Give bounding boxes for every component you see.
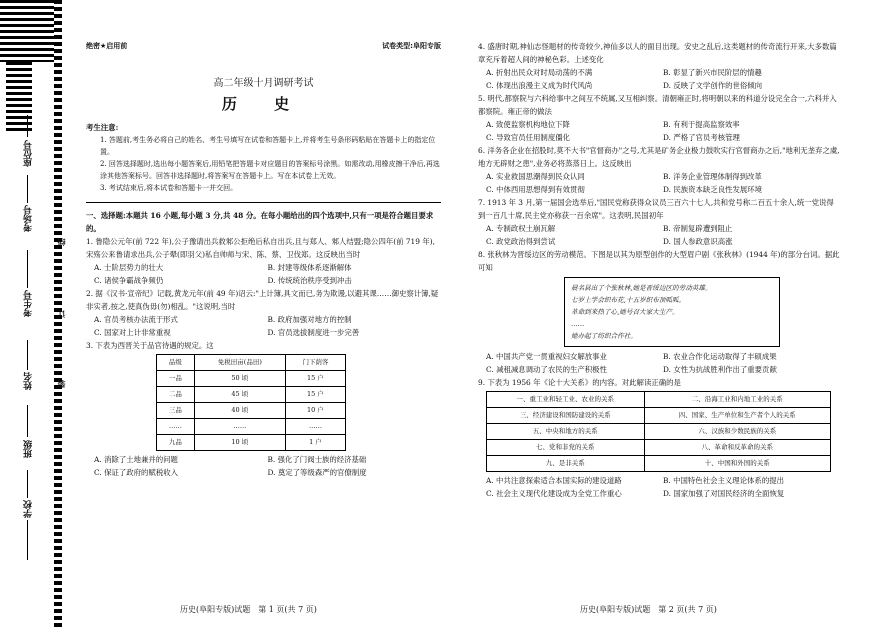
seat-label: 座位号 xyxy=(24,140,34,167)
q4-option-a: A. 折射出民众对时局动荡的不满 xyxy=(486,68,593,77)
q6-option-c: C. 中体西用思想得到有效贯彻 xyxy=(486,185,585,194)
name-label: 姓名 xyxy=(24,372,34,390)
q3-stem: 3. 下表为西晋关于品官待遇的规定。这 xyxy=(86,341,214,350)
q5-stem: 5. 明代,都察院与六科给事中之间互不统属,又互相纠察。清朝雍正时,将明朝以来的科道分设完全合一,六科并入都察院。雍正帝的做法 xyxy=(478,94,837,116)
q3-option-a: A. 消除了土地兼并的问题 xyxy=(94,455,178,464)
lyric-line: 革命到来热了心,她号召大家大生产。 xyxy=(571,308,679,316)
table-row xyxy=(157,419,346,435)
q9-stem: 9. 下表为 1956 年《论十大关系》的内容。对此解读正确的是 xyxy=(478,378,681,387)
lyric-line: 晨名县出了个张秋林,她是晋绥边区的劳动英雄。 xyxy=(571,284,712,292)
class-label: 班级 xyxy=(24,440,34,458)
cut-line-mark: 线 xyxy=(57,238,66,246)
table-row xyxy=(487,456,831,472)
note-item: 2. 回答选择题时,选出每小题答案后,用铅笔把答题卡对应题目的答案标号涂黑。如需改动,用橡皮擦干净后,再选涂其他答案标号。回答非选择题时,将答案写在答题卡上。写在本试卷上无效。 xyxy=(100,160,440,180)
q4-option-b: B. 彰显了新兴市民阶层的情趣 xyxy=(663,68,762,77)
q5-option-a: A. 致使监察机构地位下降 xyxy=(486,120,570,129)
q9-option-b: B. 中国特色社会主义理论体系的提出 xyxy=(663,476,784,485)
binding-strip xyxy=(0,0,66,630)
table-cell: 六、汉族和少数民族的关系 xyxy=(644,424,830,440)
page-1 xyxy=(86,40,441,479)
exam-title: 高二年级十月调研考试 xyxy=(213,78,314,89)
table-cell: 10 顷 xyxy=(194,435,285,451)
table-cell: 三品 xyxy=(157,403,195,419)
q6-option-a: A. 实业救国思潮得到民众认同 xyxy=(486,172,585,181)
cut-bind-mark: 装 xyxy=(57,380,66,388)
table-header: 品级 xyxy=(157,355,195,371)
q4-option-c: C. 体现出浪漫主义成为时代风尚 xyxy=(486,81,593,90)
q8-option-a: A. 中国共产党一贯重视妇女解放事业 xyxy=(486,352,607,361)
barcode-top xyxy=(0,0,62,62)
table-cell: 四、国家、生产单位和生产者个人的关系 xyxy=(644,408,830,424)
table-cell: 七、党和非党的关系 xyxy=(487,440,645,456)
q6-option-d: D. 民族资本缺乏良性发展环境 xyxy=(663,185,763,194)
table-row xyxy=(157,387,346,403)
q6-stem: 6. 洋务各企业在招股时,莫不大书"官督商办"之号,尤其是矿务企业极力鼓吹实行官督商办之后,"地利无垄弃之虞,地方无辟财之患",业务必将蒸蒸日上。这反映出 xyxy=(478,146,840,168)
table-cell: 二、沿海工业和内地工业的关系 xyxy=(644,392,830,408)
q9-option-c: C. 社会主义现代化建设成为全党工作重心 xyxy=(486,489,622,498)
q2-stem: 2. 据《汉书·宣帝纪》记载,黄龙元年(前 49 年)诏云:"上计簿,具文而已,务为欺谩,以避其课……御史察计簿,疑非实者,按之,使真伪毋(勿)相乱。"这说明,当时 xyxy=(86,289,439,311)
table-cell: 15 户 xyxy=(285,371,345,387)
table-cell: 九、是非关系 xyxy=(487,456,645,472)
table-cell: …… xyxy=(157,419,195,435)
q1-option-b: B. 封建等级体系逐渐解体 xyxy=(267,263,352,272)
table-cell: 五、中央和地方的关系 xyxy=(487,424,645,440)
table-header: 门下荫客 xyxy=(285,355,345,371)
q4-option-d: D. 反映了文学创作的世俗倾向 xyxy=(663,81,763,90)
secret-label: 绝密★启用前 xyxy=(86,42,128,50)
q5-option-c: C. 导致官员任用制度僵化 xyxy=(486,133,570,142)
table-row xyxy=(487,424,831,440)
q1-stem: 1. 鲁隐公元年(前 722 年),公子豫请出兵救邾公拒绝后私自出兵,且与郑人、邾人结盟;隐公四年(前 719 年),宋殇公来鲁请求出兵,公子翚(即羽父)私自帅师与宋、陈、蔡、卫伐郑。这反映出当时 xyxy=(86,237,435,259)
note-item: 3. 考试结束后,将本试卷和答题卡一并交回。 xyxy=(100,184,238,192)
lyric-line: …… xyxy=(571,320,585,328)
q9-option-d: D. 国家加强了对国民经济的全面恢复 xyxy=(663,489,785,498)
q7-stem: 7. 1913 年 3 月,第一届国会选举后,"国民党称获得众议员三百六十七人,共和党号称二百五十余人,统一党说得到一百几十席,民主党亦称获一百余席"。这表明,民国初年 xyxy=(478,198,834,220)
q8-option-c: C. 减租减息调动了农民的生产积极性 xyxy=(486,365,607,374)
q8-option-b: B. 农业合作化运动取得了丰硕成果 xyxy=(663,352,777,361)
table-cell: 九品 xyxy=(157,435,195,451)
q1-option-d: D. 传统统治秩序受到冲击 xyxy=(267,276,352,285)
footer-page-2: 历史(阜阳专版)试题 第 2 页(共 7 页) xyxy=(580,605,717,614)
q3-table xyxy=(156,354,346,451)
page-header xyxy=(86,40,441,53)
table-cell: 十、中国和外国的关系 xyxy=(644,456,830,472)
page-2 xyxy=(478,40,840,500)
q2-option-d: D. 官员选拔制度进一步完善 xyxy=(267,328,360,337)
table-cell: 15 户 xyxy=(285,387,345,403)
table-row xyxy=(157,435,346,451)
footer-page-1: 历史(阜阳专版)试题 第 1 页(共 7 页) xyxy=(180,605,317,614)
q2-option-b: B. 政府加强对地方的控制 xyxy=(267,315,352,324)
room-label: 考场号 xyxy=(24,205,34,232)
lyric-line: 她办起了纺织合作社。 xyxy=(571,332,637,340)
table-cell: 二品 xyxy=(157,387,195,403)
q3-option-b: B. 强化了门阀士族的经济基础 xyxy=(267,455,367,464)
q2-option-c: C. 国家对上计非常重视 xyxy=(94,328,171,337)
q8-stem: 8. 张秋林为晋绥边区的劳动模范。下图是以其为原型创作的大型眉户剧《张秋林》(1944 年)的部分台词。据此可知 xyxy=(478,250,840,272)
table-row xyxy=(487,408,831,424)
q5-option-b: B. 有利于提高监察效率 xyxy=(663,120,740,129)
q9-table xyxy=(486,391,831,472)
q9-option-a: A. 中共注意探索适合本国实际的建设道路 xyxy=(486,476,622,485)
note-item: 1. 答题前,考生务必将自己的姓名、考生号填写在试卷和答题卡上,并将考生号条形码粘贴在答题卡上的指定位置。 xyxy=(100,136,436,156)
q8-lyrics-box xyxy=(564,277,780,347)
table-row xyxy=(487,392,831,408)
q2-option-a: A. 官员考核办法流于形式 xyxy=(94,315,178,324)
q7-option-d: D. 国人参政意识高涨 xyxy=(663,237,733,246)
barcode-mid xyxy=(6,62,32,132)
table-cell: 50 顷 xyxy=(194,371,285,387)
q1-option-c: C. 诸侯争霸战争频仍 xyxy=(94,276,164,285)
notes-title: 考生注意: xyxy=(86,123,119,132)
table-row xyxy=(157,403,346,419)
lyric-line: 七岁上学会织布花,十五岁织布顶呱呱。 xyxy=(571,296,686,304)
examinee-label: 考生号 xyxy=(24,290,34,317)
q3-option-d: D. 奠定了等级森严的官僚制度 xyxy=(267,468,367,477)
table-row xyxy=(487,440,831,456)
school-label: 学校 xyxy=(24,500,34,518)
q6-option-b: B. 洋务企业管理体制得到改革 xyxy=(663,172,762,181)
q7-option-a: A. 专制政权土崩瓦解 xyxy=(486,224,556,233)
table-cell: 45 顷 xyxy=(194,387,285,403)
q3-option-c: C. 保证了政府的赋税收入 xyxy=(94,468,178,477)
section1-title: 一、选择题:本题共 16 小题,每小题 3 分,共 48 分。在每小题给出的四个选项中,只有一项是符合题目要求的。 xyxy=(86,211,434,233)
paper-type: 试卷类型:阜阳专版 xyxy=(382,42,441,50)
q5-option-d: D. 严格了官员考核管理 xyxy=(663,133,740,142)
table-cell: 40 顷 xyxy=(194,403,285,419)
q7-option-c: C. 政党政治得到尝试 xyxy=(486,237,556,246)
q4-stem: 4. 盛唐时期,神仙志怪题材的传奇较少,神仙多以人的面目出现。安史之乱后,这类题材的传奇流行开来,大多数篇章充斥着超人间的神秘色彩。上述变化 xyxy=(478,42,837,64)
table-header: 免税田亩(品田) xyxy=(194,355,285,371)
q7-option-b: B. 帝制复辟遭到阻止 xyxy=(663,224,733,233)
q8-option-d: D. 女性为抗战胜利作出了重要贡献 xyxy=(663,365,777,374)
table-row xyxy=(157,371,346,387)
notes xyxy=(86,134,441,194)
table-cell: 1 户 xyxy=(285,435,345,451)
table-header-row xyxy=(157,355,346,371)
table-cell: 八、革命和反革命的关系 xyxy=(644,440,830,456)
q1-option-a: A. 士阶层势力的壮大 xyxy=(94,263,164,272)
table-cell: 一、重工业和轻工业、农业的关系 xyxy=(487,392,645,408)
table-cell: 三、经济建设和国防建设的关系 xyxy=(487,408,645,424)
table-cell: …… xyxy=(285,419,345,435)
table-cell: 10 户 xyxy=(285,403,345,419)
table-cell: …… xyxy=(194,419,285,435)
subject-title: 历 史 xyxy=(221,95,306,113)
table-cell: 一品 xyxy=(157,371,195,387)
cut-order-mark: 订 xyxy=(57,310,66,318)
